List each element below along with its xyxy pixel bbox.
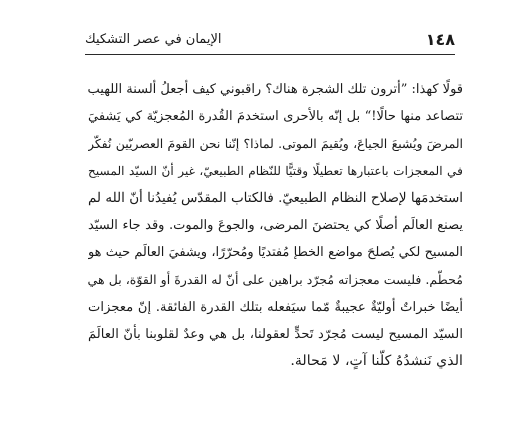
page-number: ١٤٨ <box>425 30 455 49</box>
text-line: أيضًا خبراتٌ أوليّةٌ عجيبةٌ مّما سيَفعله بتلك القدرة الفائقة. إنّ معجزات <box>88 299 463 315</box>
header-divider <box>85 54 455 55</box>
text-line: الذي نَنشدُهُ كلّنا آتٍ، لا مَحالة. <box>290 353 463 370</box>
text-line: مُحطّم. فليست معجزاته مُجرّد براهين على أنّ له القدرةَ أو القوّة، بل هي <box>88 272 463 288</box>
body-paragraph <box>88 76 463 375</box>
text-line: في المعجزات باعتبارها تعطيلًا وقتيًّا للنّظام الطبيعيّ، غير أنّ السيّد المسيح <box>88 163 463 178</box>
running-title: الإيمان في عصر التشكيك <box>85 32 222 47</box>
text-line: السيّد المسيح ليست مُجرّد تَحدٍّ لعقولنا، بل هي وعدٌ لقلوبنا بأنّ العالَمَ <box>88 326 463 342</box>
text-line: يصنع العالَم أصلًا كي يحتضنَ المرضى، والجوعَ والموت. وقد جاء السيّد <box>88 218 463 234</box>
text-line: المرضَ ويُشبعَ الجياعَ، ويُقيمَ الموتى. لماذا؟ إنّنا نحن القومَ العصريّين نُفكّر <box>88 136 463 152</box>
running-header <box>85 30 455 52</box>
text-line: تتصاعد منها حالًا!“ بل إنّه بالأحرى استخدمَ القُدرة المُعجزيّة كي يَشفيَ <box>88 109 463 125</box>
text-line: المسيح لكي يُصلحَ مواضع الخطإ مُفتديًا ومُحرّرًا، ويشفيَ العالَم حيث هو <box>88 245 463 261</box>
text-line: استخدمَها لإصلاح النظام الطبيعيّ. فالكتاب المقدّس يُفيدُنا أنّ الله لم <box>88 190 463 206</box>
text-line: قولًا كهذا: ”أترون تلك الشجرة هناك؟ راقبوني كيف أجعلُ ألسنة اللهيب <box>88 82 463 97</box>
